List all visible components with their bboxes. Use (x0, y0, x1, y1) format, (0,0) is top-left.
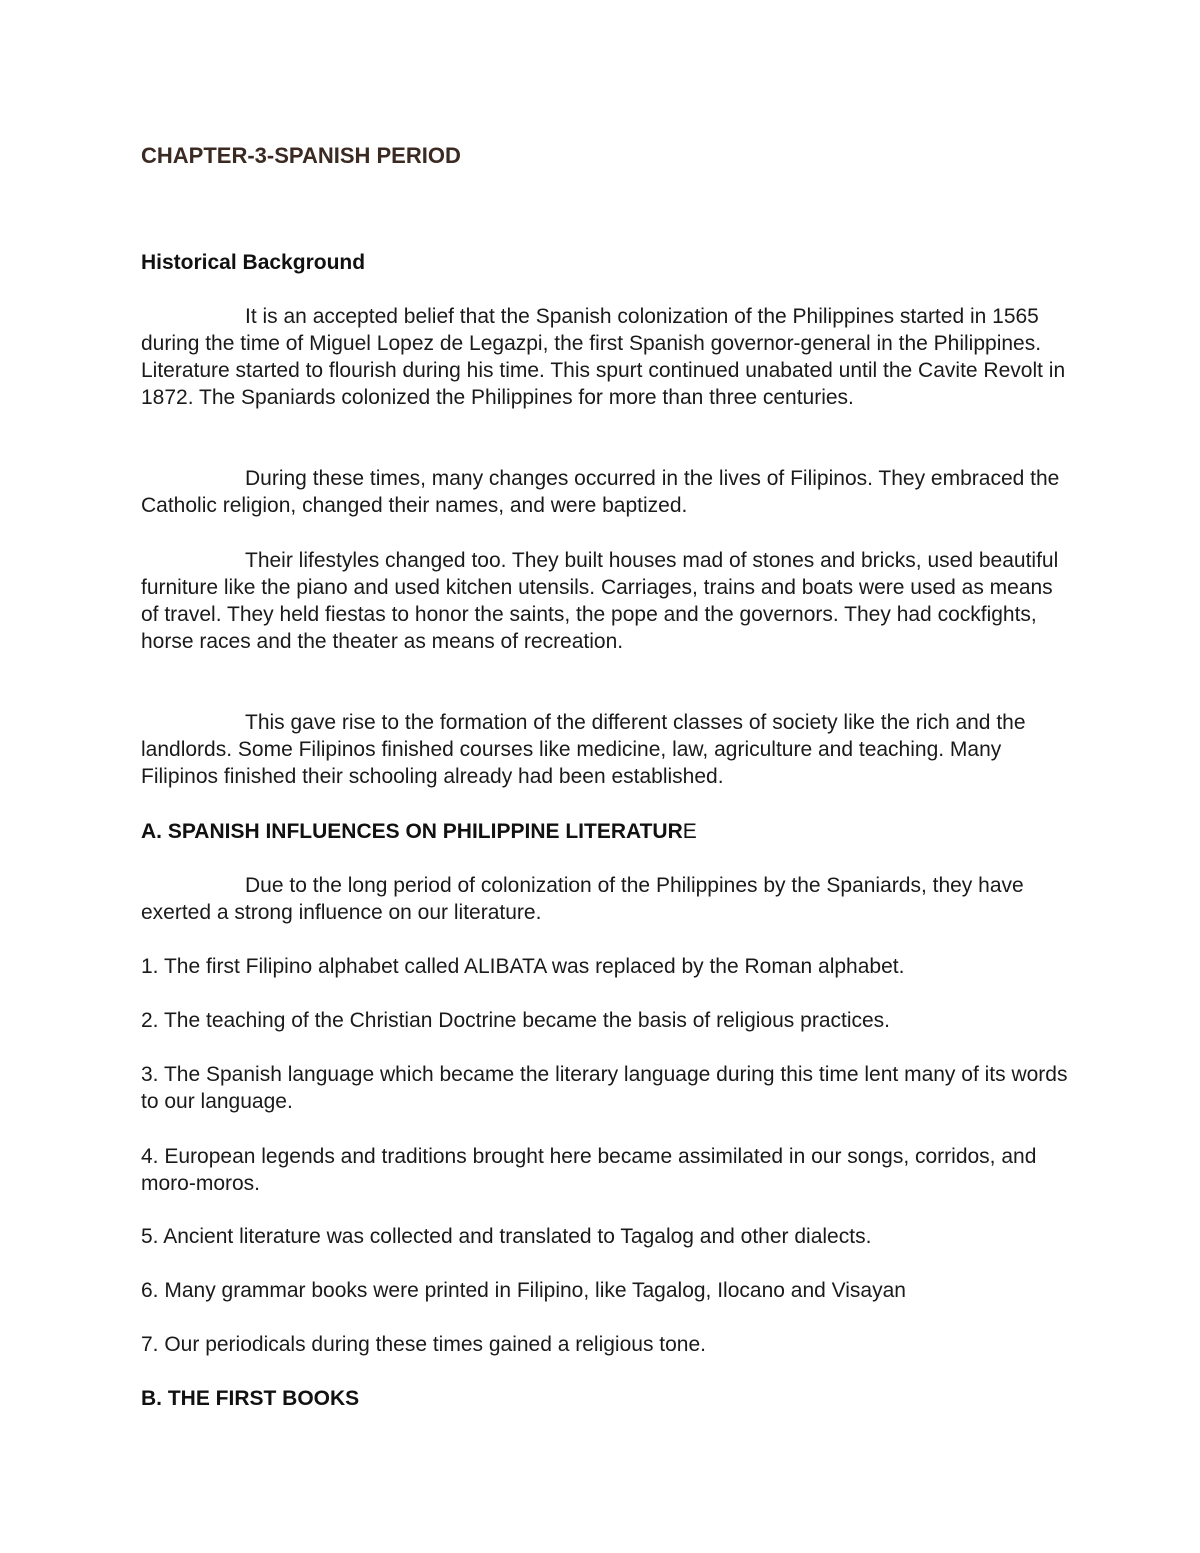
list-item-7: 7. Our periodicals during these times gained a religious tone. (141, 1333, 706, 1356)
section-heading-spanish-influences (141, 818, 1071, 845)
section-heading-historical-background: Historical Background (141, 251, 366, 274)
paragraph-changes: During these times, many changes occurred in the lives of Filipinos. They embraced the Catholic religion, changed their names, and were baptized. (141, 467, 1060, 517)
paragraph-lifestyles: Their lifestyles changed too. They built houses mad of stones and bricks, used beautiful furniture like the piano and used kitchen utensils. Carriages, trains and boats were used as means of travel. They held fiestas to honor the saints, the pope and the governors. They had cockfights, horse races and the theater as means of recreation. (141, 549, 1059, 653)
paragraph-colonization: It is an accepted belief that the Spanish colonization of the Philippines started in 1565 during the time of Miguel Lopez de Legazpi, the first Spanish governor-general in the Philippines. Literature started to flourish during his time. This spurt continued unabated until the Cavite Revolt in 1872. The Spaniards colonized the Philippines for more than three centuries. (141, 305, 1066, 409)
section-heading-first-books: B. THE FIRST BOOKS (141, 1387, 360, 1410)
list-item-4: 4. European legends and traditions brought here became assimilated in our songs, corridos, and moro-moros. (141, 1145, 1037, 1195)
list-item-1: 1. The first Filipino alphabet called ALIBATA was replaced by the Roman alphabet. (141, 955, 905, 978)
heading-text-tail: E (682, 820, 697, 843)
paragraph-classes: This gave rise to the formation of the different classes of society like the rich and the landlords. Some Filipinos finished courses like medicine, law, agriculture and teaching. Many Filipinos finished their schooling already had been established. (141, 711, 1026, 788)
paragraph-influence-intro: Due to the long period of colonization of the Philippines by the Spaniards, they have exerted a strong influence on our literature. (141, 874, 1024, 924)
list-item-5: 5. Ancient literature was collected and translated to Tagalog and other dialects. (141, 1225, 872, 1248)
heading-text: A. SPANISH INFLUENCES ON PHILIPPINE LITERATUR (141, 820, 683, 843)
list-item-3: 3. The Spanish language which became the literary language during this time lent many of its words to our language. (141, 1063, 1068, 1113)
chapter-title: CHAPTER-3-SPANISH PERIOD (141, 143, 461, 168)
list-item-6: 6. Many grammar books were printed in Filipino, like Tagalog, Ilocano and Visayan (141, 1279, 906, 1302)
list-item-2: 2. The teaching of the Christian Doctrine became the basis of religious practices. (141, 1009, 891, 1032)
